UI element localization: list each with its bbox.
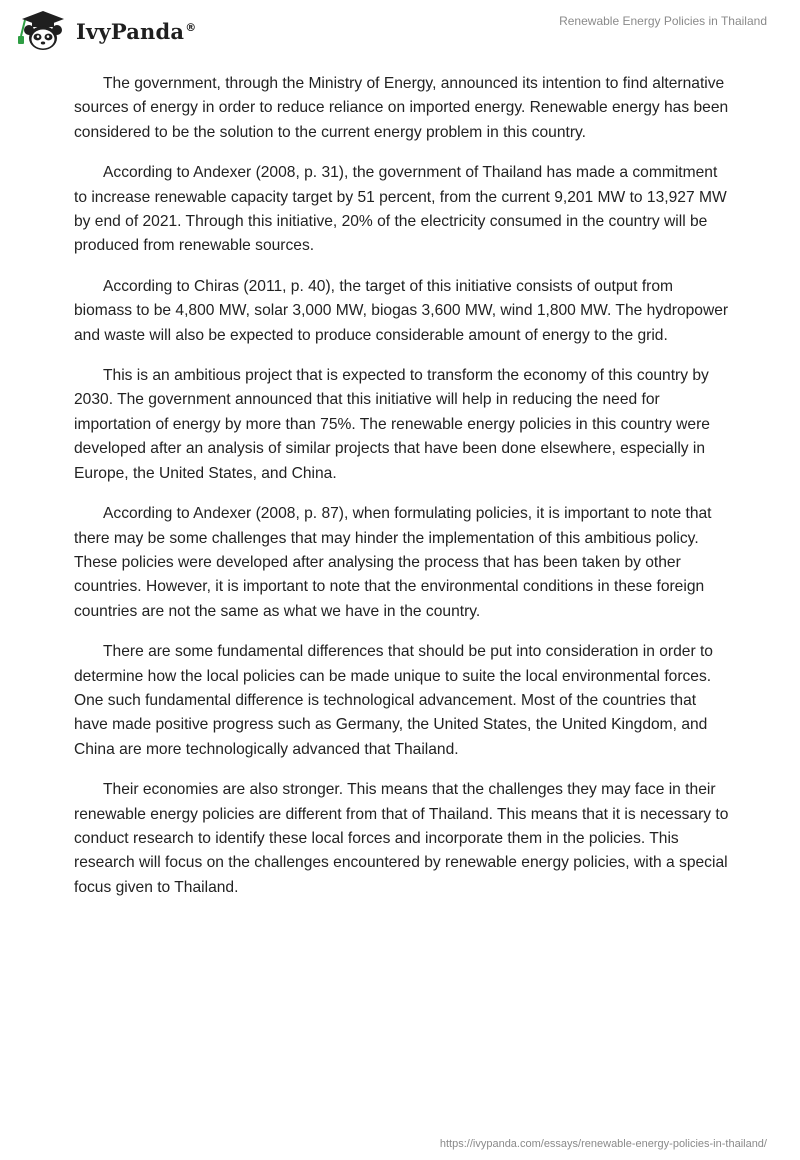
- paragraph: Their economies are also stronger. This means that the challenges they may face in their renewable energy policies are different from that of Thailand. This means that it is necessary to conduct research to identify these local forces and incorporate them in the policies. This research will focus on the challenges encountered by renewable energy policies, with a special focus given to Thailand.: [74, 781, 729, 896]
- paragraph: There are some fundamental differences that should be put into consideration in order to determine how the local policies can be made unique to suite the local environmental forces. One such fundamental difference is technological advancement. Most of the countries that have made positive progress such as Germany, the United States, the United Kingdom, and China are more technologically advanced that Thailand.: [74, 643, 713, 758]
- essay-body: [74, 72, 734, 916]
- paragraph: This is an ambitious project that is expected to transform the economy of this country by 2030. The government announced that this initiative will help in reducing the need for importation of energy by more than 75%. The renewable energy policies in this country were developed after an analysis of similar projects that have been done elsewhere, especially in Europe, the United States, and China.: [74, 367, 710, 482]
- registered-mark: ®: [185, 20, 197, 34]
- panda-graduate-icon: [14, 8, 72, 52]
- brand-name: IvyPanda®: [76, 18, 197, 44]
- paragraph: According to Andexer (2008, p. 87), when formulating policies, it is important to note that there may be some challenges that may hinder the implementation of this ambitious policy. These policies were developed after analysing the process that has been taken by other countries. However, it is important to note that the environmental conditions in these foreign countries are not the same as what we have in the country.: [74, 505, 712, 620]
- page-header: [0, 0, 800, 60]
- ivypanda-logo[interactable]: [14, 8, 196, 52]
- source-url[interactable]: https://ivypanda.com/essays/renewable-energy-policies-in-thailand/: [439, 1138, 767, 1150]
- paragraph: The government, through the Ministry of Energy, announced its intention to find alternative sources of energy in order to reduce reliance on imported energy. Renewable energy has been considered to be the solution to the current energy problem in this country.: [74, 75, 729, 141]
- paragraph: According to Andexer (2008, p. 31), the government of Thailand has made a commitment to increase renewable capacity target by 51 percent, from the current 9,201 MW to 13,927 MW by end of 2021. Through this initiative, 20% of the electricity consumed in the country will be produced from renewable sources.: [74, 164, 727, 255]
- paragraph: According to Chiras (2011, p. 40), the target of this initiative consists of output from biomass to be 4,800 MW, solar 3,000 MW, biogas 3,600 MW, wind 1,800 MW. The hydropower and waste will also be expected to produce considerable amount of energy to the grid.: [74, 277, 729, 344]
- document-title: Renewable Energy Policies in Thailand: [559, 14, 767, 28]
